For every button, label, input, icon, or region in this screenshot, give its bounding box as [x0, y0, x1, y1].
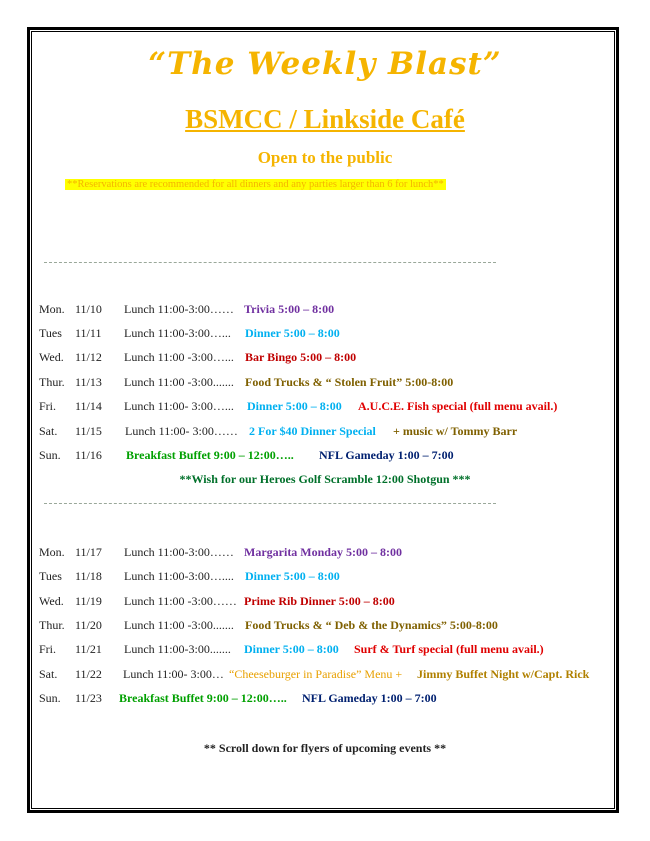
- day: Wed.: [39, 594, 64, 608]
- event-extra: Surf & Turf special (full menu avail.): [354, 642, 544, 656]
- event: Dinner 5:00 – 8:00: [245, 569, 340, 583]
- lunch: Breakfast Buffet 9:00 – 12:00…..: [126, 448, 294, 462]
- lunch: Lunch 11:00- 3:00…...: [124, 399, 234, 413]
- footer-note: ** Scroll down for flyers of upcoming events **: [203, 741, 447, 755]
- event: Bar Bingo 5:00 – 8:00: [245, 350, 357, 364]
- day: Fri.: [39, 399, 57, 413]
- divider-2: [44, 503, 496, 504]
- lunch: Lunch 11:00-3:00…...: [124, 326, 231, 340]
- date: 11/19: [75, 594, 102, 608]
- event-extra: + music w/ Tommy Barr: [393, 424, 518, 438]
- day: Thur.: [39, 375, 65, 389]
- date: 11/10: [75, 302, 102, 316]
- day: Sun.: [39, 448, 61, 462]
- event: Margarita Monday 5:00 – 8:00: [244, 545, 402, 559]
- open-note: Open to the public: [257, 148, 393, 167]
- event: NFL Gameday 1:00 – 7:00: [319, 448, 454, 462]
- date: 11/15: [75, 424, 102, 438]
- event: Prime Rib Dinner 5:00 – 8:00: [244, 594, 395, 608]
- lunch: Lunch 11:00- 3:00……: [125, 424, 238, 438]
- day: Sun.: [39, 691, 61, 705]
- event: Dinner 5:00 – 8:00: [247, 399, 342, 413]
- day: Fri.: [39, 642, 57, 656]
- lunch: Lunch 11:00-3:00……: [124, 545, 234, 559]
- day: Sat.: [39, 667, 58, 681]
- date: 11/14: [75, 399, 102, 413]
- venue-name: BSMCC / Linkside Café: [185, 104, 465, 134]
- event-extra: A.U.C.E. Fish special (full menu avail.): [358, 399, 558, 413]
- divider-1: [44, 262, 496, 263]
- lunch: Lunch 11:00-3:00……: [124, 302, 234, 316]
- date: 11/23: [75, 691, 102, 705]
- reservations-note: **Reservations are recommended for all dinners and any parties larger than 6 for lunch**: [67, 179, 444, 190]
- date: 11/16: [75, 448, 102, 462]
- date: 11/20: [75, 618, 102, 632]
- lunch: Breakfast Buffet 9:00 – 12:00…..: [119, 691, 287, 705]
- special-event: **Wish for our Heroes Golf Scramble 12:00 Shotgun ***: [179, 472, 471, 486]
- date: 11/13: [75, 375, 102, 389]
- date: 11/22: [75, 667, 102, 681]
- day: Sat.: [39, 424, 58, 438]
- day: Mon.: [39, 302, 65, 316]
- event: 2 For $40 Dinner Special: [249, 424, 376, 438]
- day: Wed.: [39, 350, 64, 364]
- event: Trivia 5:00 – 8:00: [244, 302, 335, 316]
- event: Food Trucks & “ Deb & the Dynamics” 5:00-8:00: [245, 618, 498, 632]
- day: Tues: [39, 326, 62, 340]
- date: 11/18: [75, 569, 102, 583]
- event: Food Trucks & “ Stolen Fruit” 5:00-8:00: [245, 375, 454, 389]
- date: 11/12: [75, 350, 102, 364]
- event: NFL Gameday 1:00 – 7:00: [302, 691, 437, 705]
- date: 11/17: [75, 545, 102, 559]
- lunch: Lunch 11:00 -3:00.......: [124, 375, 234, 389]
- event: Dinner 5:00 – 8:00: [245, 326, 340, 340]
- lunch: Lunch 11:00 -3:00.......: [124, 618, 234, 632]
- lunch: Lunch 11:00- 3:00…: [123, 667, 224, 681]
- date: 11/11: [75, 326, 102, 340]
- lunch: Lunch 11:00 -3:00…...: [124, 350, 234, 364]
- day: Mon.: [39, 545, 65, 559]
- day: Thur.: [39, 618, 65, 632]
- event-extra: Jimmy Buffet Night w/Capt. Rick: [417, 667, 590, 681]
- newsletter-title: “The Weekly Blast”: [148, 46, 502, 82]
- lunch: Lunch 11:00-3:00…....: [124, 569, 234, 583]
- lunch: Lunch 11:00-3:00.......: [124, 642, 231, 656]
- event: “Cheeseburger in Paradise” Menu +: [229, 667, 403, 681]
- day: Tues: [39, 569, 62, 583]
- lunch: Lunch 11:00 -3:00……: [124, 594, 237, 608]
- date: 11/21: [75, 642, 102, 656]
- event: Dinner 5:00 – 8:00: [244, 642, 339, 656]
